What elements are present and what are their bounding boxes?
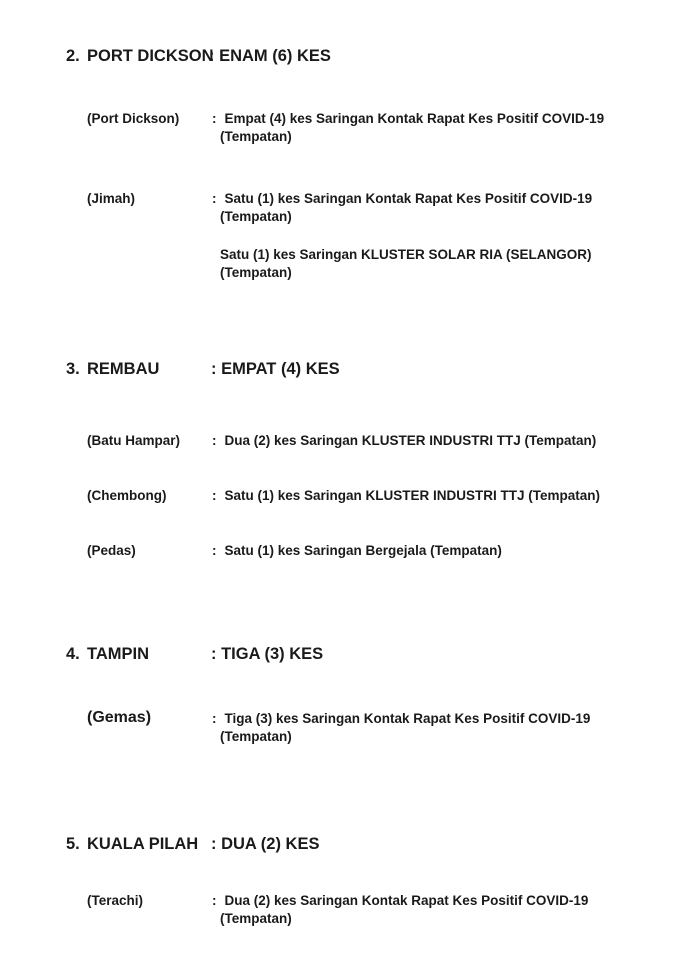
locality-name: (Jimah) <box>87 191 136 206</box>
colon-separator: : <box>212 488 217 503</box>
locality-name: (Port Dickson) <box>87 111 180 126</box>
case-entry <box>212 246 592 282</box>
case-entry <box>212 542 502 560</box>
locality-name: (Batu Hampar) <box>87 433 181 448</box>
case-description: Empat (4) kes Saringan Kontak Rapat Kes Positif COVID-19 <box>224 111 605 126</box>
district-name: PORT DICKSON <box>87 47 214 65</box>
case-description: Satu (1) kes Saringan Kontak Rapat Kes Positif COVID-19 <box>224 191 593 206</box>
section-number: 2. <box>66 47 80 65</box>
case-origin: (Tempatan) <box>220 129 292 144</box>
locality-name: (Gemas) <box>87 709 152 726</box>
section-number: 3. <box>66 360 80 378</box>
locality-name: (Pedas) <box>87 543 136 558</box>
case-entry <box>212 487 600 505</box>
case-count: : ENAM (6) KES <box>209 47 331 65</box>
case-description: Dua (2) kes Saringan KLUSTER INDUSTRI TTJ (Tempatan) <box>224 433 597 448</box>
case-origin: (Tempatan) <box>220 911 292 926</box>
colon-separator: : <box>212 711 217 726</box>
case-description: Satu (1) kes Saringan KLUSTER SOLAR RIA (SELANGOR) <box>220 247 592 262</box>
case-count: : EMPAT (4) KES <box>211 360 340 378</box>
case-origin: (Tempatan) <box>220 729 292 744</box>
district-name: REMBAU <box>87 360 160 378</box>
district-name: TAMPIN <box>87 645 150 663</box>
colon-separator: : <box>212 433 217 448</box>
case-count: : TIGA (3) KES <box>211 645 324 663</box>
colon-separator: : <box>212 893 217 908</box>
case-count: : DUA (2) KES <box>211 835 320 853</box>
case-description: Dua (2) kes Saringan Kontak Rapat Kes Positif COVID-19 <box>224 893 589 908</box>
case-origin: (Tempatan) <box>220 265 292 280</box>
colon-separator: : <box>212 543 217 558</box>
section-number: 4. <box>66 645 80 663</box>
case-entry <box>212 190 592 226</box>
case-origin: (Tempatan) <box>220 209 292 224</box>
case-entry <box>212 110 604 146</box>
locality-name: (Terachi) <box>87 893 144 908</box>
case-description: Satu (1) kes Saringan KLUSTER INDUSTRI TTJ (Tempatan) <box>224 488 601 503</box>
section-number: 5. <box>66 835 80 853</box>
case-entry <box>212 892 588 928</box>
district-name: KUALA PILAH <box>87 835 199 853</box>
case-description: Tiga (3) kes Saringan Kontak Rapat Kes Positif COVID-19 <box>224 711 591 726</box>
case-description: Satu (1) kes Saringan Bergejala (Tempatan) <box>224 543 502 558</box>
case-entry <box>212 710 590 746</box>
locality-name: (Chembong) <box>87 488 167 503</box>
case-entry <box>212 432 596 450</box>
colon-separator: : <box>212 191 217 206</box>
colon-separator: : <box>212 111 217 126</box>
